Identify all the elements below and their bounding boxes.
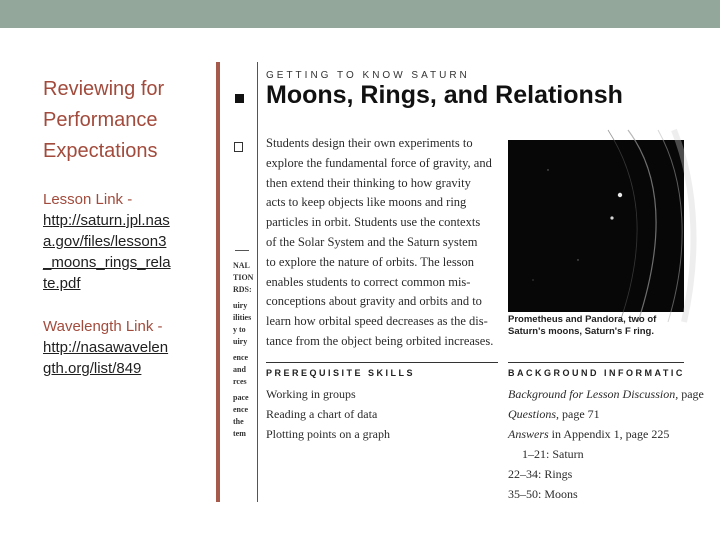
description-line: learn how orbital speed decreases as the dis- (266, 314, 488, 329)
description-line: enables students to correct common mis- (266, 274, 471, 289)
prerequisite-rule (266, 362, 498, 363)
gutter-rule (235, 250, 249, 251)
lesson-link[interactable] (43, 210, 201, 294)
top-bar (0, 0, 720, 28)
description-line: of the Solar System and the Saturn system (266, 234, 478, 249)
gutter-text: ence (233, 405, 249, 414)
description-line: Students design their own experiments to (266, 136, 473, 150)
gutter-text: rces (233, 377, 247, 386)
description-line: explore the fundamental force of gravity, and (266, 155, 492, 170)
gutter-text: pace (233, 393, 249, 402)
gutter-text: ilities (233, 313, 252, 322)
wavelength-link[interactable] (43, 337, 201, 379)
slide-text-panel (43, 74, 201, 379)
saturn-ring-photo (508, 140, 684, 312)
gutter-text: uiry (233, 301, 248, 310)
lesson-link-line: te.pdf (43, 275, 81, 292)
background-rule (508, 362, 684, 363)
background-list (508, 384, 704, 504)
gutter-text: the (233, 417, 244, 426)
gutter-text: uiry (233, 337, 248, 346)
description-line: to explore the nature of orbits. The lesson (266, 254, 475, 269)
gutter-text: RDS: (233, 285, 252, 294)
gutter-text: ence (233, 353, 249, 362)
document-title: Moons, Rings, and Relationsh (266, 81, 623, 109)
description-line: conceptions about gravity and orbits and to (266, 294, 482, 309)
lesson-link-line: a.gov/files/lesson3 (43, 233, 167, 250)
slide-title (43, 74, 201, 167)
lesson-link-label: Lesson Link - (43, 191, 133, 208)
wavelength-link-label: Wavelength Link - (43, 318, 163, 335)
photo-caption: Prometheus and Pandora, two of Saturn's moons, Saturn's F ring. (508, 314, 657, 337)
gutter-text: and (233, 365, 246, 374)
background-item: Background for Lesson Discussion, page (508, 387, 704, 401)
document-page-image (221, 62, 704, 502)
wavelength-link-line: gth.org/list/849 (43, 360, 142, 377)
slide-title-line: Performance (43, 109, 158, 131)
prerequisite-list (266, 384, 390, 444)
prerequisite-item: Reading a chart of data (266, 407, 378, 421)
gutter-text: y to (233, 325, 246, 334)
gutter-text: TION (233, 273, 254, 282)
background-item: Answers in Appendix 1, page 225 (508, 427, 670, 441)
document-description (266, 134, 506, 352)
slide-title-line: Expectations (43, 140, 158, 162)
description-line: particles in orbit. Students use the contexts (266, 215, 481, 230)
prerequisite-heading: PREREQUISITE SKILLS (266, 368, 416, 378)
background-item: 22–34: Rings (508, 467, 573, 481)
gutter-fragments (233, 260, 253, 440)
ring-photo-graphic (508, 140, 684, 312)
gutter-text: tem (233, 429, 246, 438)
slide-divider (216, 62, 220, 502)
gutter-text: NAL (233, 261, 250, 270)
outline-square-icon (234, 142, 243, 152)
description-line: acts to keep objects like moons and ring (266, 195, 467, 210)
document-section-label: GETTING TO KNOW SATURN (266, 70, 470, 81)
slide-title-line: Reviewing for (43, 78, 165, 100)
background-item: 1–21: Saturn (522, 447, 584, 461)
description-line: tance from the object being orbited increases. (266, 333, 494, 348)
lesson-link-line: _moons_rings_rela (43, 254, 171, 271)
description-line: then extend their thinking to how gravity (266, 175, 471, 190)
background-item: Questions, page 71 (508, 407, 600, 421)
wavelength-link-line: http://nasawavelen (43, 339, 169, 356)
prerequisite-item: Working in groups (266, 387, 356, 401)
page-gutter-line (257, 62, 258, 502)
prerequisite-item: Plotting points on a graph (266, 427, 390, 441)
background-heading: BACKGROUND INFORMATIC (508, 368, 685, 378)
lesson-link-line: http://saturn.jpl.nas (43, 212, 170, 229)
bullet-square-icon (235, 94, 244, 103)
background-item: 35–50: Moons (508, 487, 578, 501)
